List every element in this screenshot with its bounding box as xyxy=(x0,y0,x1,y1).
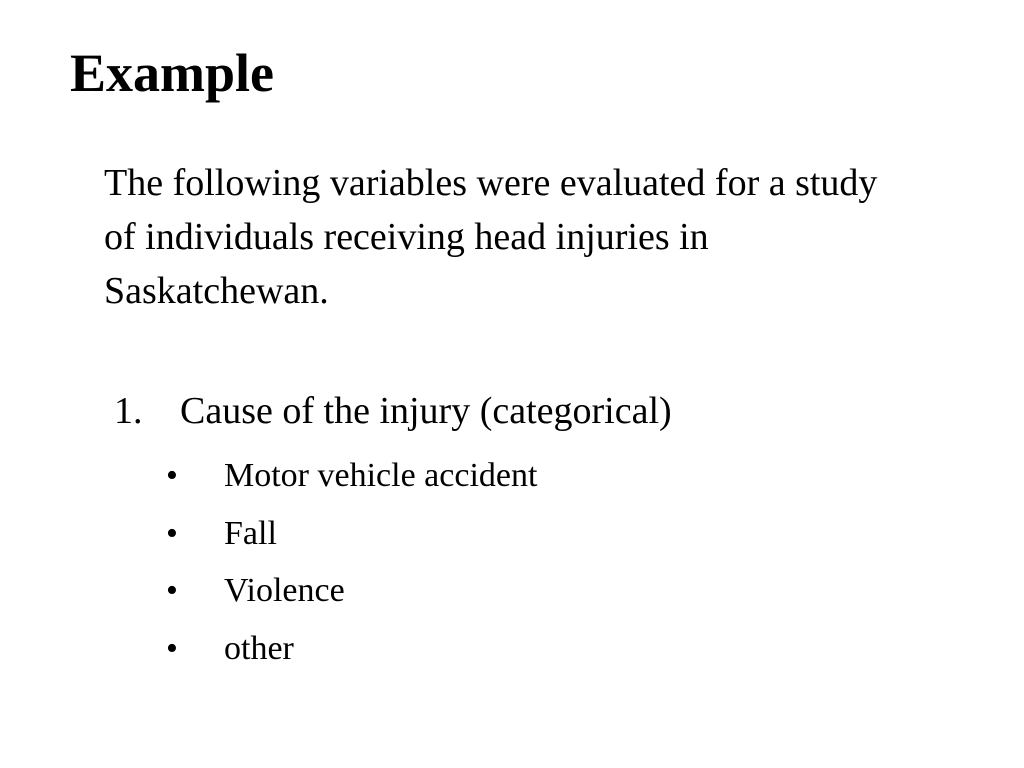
item-number: 1. xyxy=(114,390,143,432)
list-item-label: Fall xyxy=(224,514,277,552)
item-text: Cause of the injury (categorical) xyxy=(180,390,672,432)
list-item xyxy=(166,562,537,620)
list-item-label: Violence xyxy=(224,572,345,609)
cause-categories-list xyxy=(166,447,537,677)
bullet-icon: • xyxy=(166,629,178,667)
list-item-label: Motor vehicle accident xyxy=(224,457,538,494)
intro-paragraph: The following variables were evaluated for a study of individuals receiving head injuries in Saskatchewan. xyxy=(104,162,878,312)
bullet-icon: • xyxy=(166,514,178,552)
bullet-icon: • xyxy=(166,457,178,494)
list-item xyxy=(166,505,537,563)
numbered-item-cause xyxy=(114,386,672,436)
list-item xyxy=(166,447,537,505)
list-item xyxy=(166,620,537,678)
list-item-label: other xyxy=(224,629,294,667)
bullet-icon: • xyxy=(166,572,178,609)
slide-title: Example xyxy=(70,43,275,103)
